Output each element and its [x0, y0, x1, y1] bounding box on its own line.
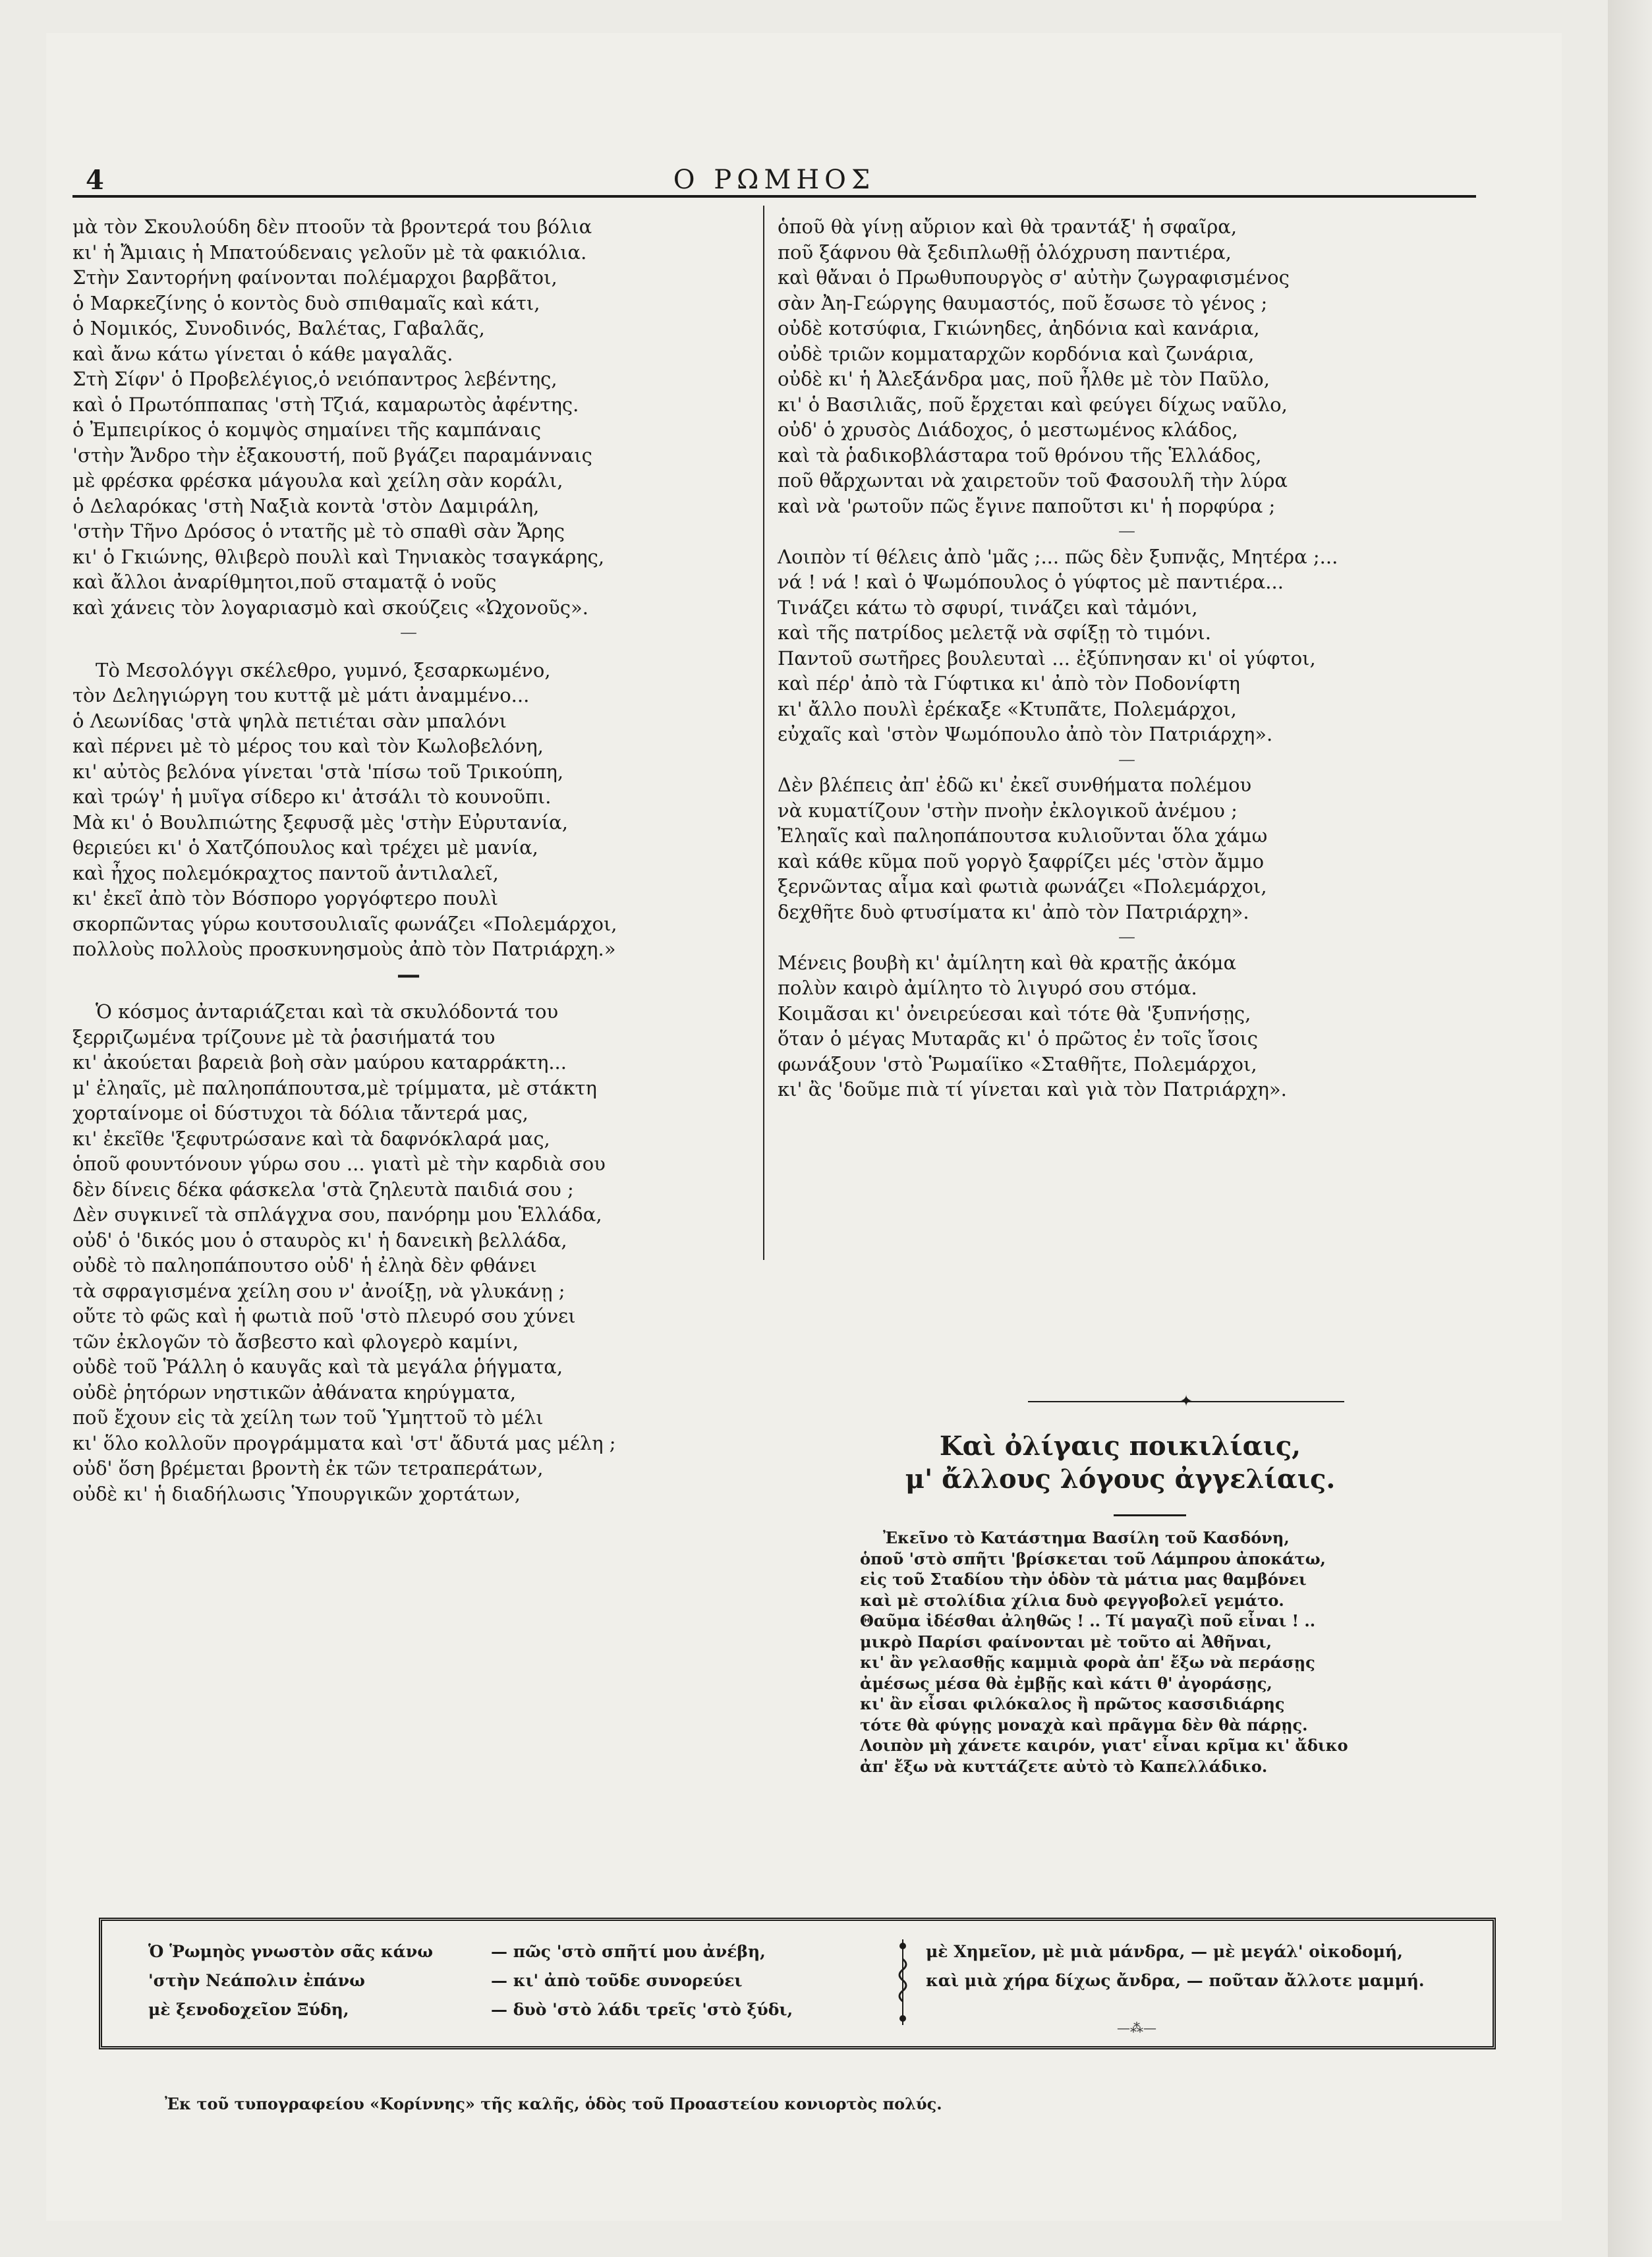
notice-text: — πῶς 'στὸ σπῆτί μου ἀνέβη,: [491, 1942, 766, 1961]
text-line: Παντοῦ σωτῆρες βουλευταὶ ... ἐξύπνησαν κι' οἱ γύφτοι,: [778, 646, 1316, 670]
advert-title-line: μ' ἄλλους λόγους ἀγγελίαις.: [905, 1464, 1336, 1495]
flourish-icon: —⁂—: [1117, 2020, 1156, 2036]
text-line: οὐδ' ὁ 'δικός μου ὁ σταυρὸς κι' ἡ δανεικὴ βελλάδα,: [72, 1228, 567, 1251]
text-line: μὲ φρέσκα φρέσκα μάγουλα καὶ χείλη σὰν κοράλι,: [72, 469, 563, 492]
advert-body: [860, 1528, 1440, 1777]
stanza-separator: —: [1118, 521, 1135, 541]
notice-text: 'στὴν Νεάπολιν ἐπάνω: [148, 1971, 365, 1990]
text-line: καὶ ἄλλοι ἀναρίθμητοι,ποῦ σταματᾷ ὁ νοῦς: [72, 571, 497, 593]
text-line: νὰ κυματίζουν 'στὴν πνοὴν ἐκλογικοῦ ἀνέμου ;: [778, 799, 1238, 822]
printer-imprint: Ἐκ τοῦ τυπογραφείου «Κορίννης» τῆς καλῆς, ὁδὸς τοῦ Προαστείου κονιορτὸς πολύς.: [165, 2094, 942, 2113]
notice-row: μὲ Χημεῖον, μὲ μιὰ μάνδρα, — μὲ μεγάλ' οἰκοδομή,: [926, 1942, 1403, 1961]
text-line: ὁποῦ φουντόνουν γύρω σου ... γιατὶ μὲ τὴν καρδιὰ σου: [72, 1153, 606, 1175]
text-line: ποῦ ξάφνου θὰ ξεδιπλωθῇ ὁλόχρυση παντιέρα,: [778, 241, 1232, 264]
text-line: θεριεύει κι' ὁ Χατζόπουλος καὶ τρέχει μὲ μανία,: [72, 836, 538, 859]
left-column: [72, 214, 745, 1506]
poem-stanza: [72, 658, 745, 962]
text-line: κι' ἂν γελασθῇς καμμιὰ φορὰ ἀπ' ἔξω νὰ περάσῃς: [860, 1653, 1315, 1672]
text-line: κι' ἐκεῖ ἀπὸ τὸν Βόσπορο γοργόφτερο πουλὶ: [72, 887, 499, 909]
text-line: κι' ὅλο κολλοῦν προγράμματα καὶ 'στ' ἄδυτά μας μέλη ;: [72, 1431, 616, 1454]
text-line: 'στὴν Τῆνο Δρόσος ὁ ντατῆς μὲ τὸ σπαθὶ σὰν Ἄρης: [72, 520, 565, 542]
text-line: οὐδὲ τὸ παληοπάπουτσο οὐδ' ἡ ἐληὰ δὲν φθάνει: [72, 1254, 537, 1276]
text-line: καὶ τὰ ῥαδικοβλάσταρα τοῦ θρόνου τῆς Ἑλλάδος,: [778, 443, 1262, 467]
text-line: ὁ Λεωνίδας 'στὰ ψηλὰ πετιέται σὰν μπαλόνι: [72, 709, 507, 732]
text-line: καὶ μὲ στολίδια χίλια δυὸ φεγγοβολεῖ γεμάτο.: [860, 1590, 1284, 1610]
text-line: Δὲν βλέπεις ἀπ' ἐδῶ κι' ἐκεῖ συνθήματα πολέμου: [778, 774, 1252, 796]
advert-title-rule: [1114, 1514, 1186, 1516]
poem-stanza: [778, 950, 1476, 1102]
text-line: φωνάξουν 'στὸ Ῥωμαίϊκο «Σταθῆτε, Πολεμάρχοι,: [778, 1052, 1257, 1075]
text-line: ὁ Μαρκεζίνης ὁ κοντὸς δυὸ σπιθαμαῖς καὶ κάτι,: [72, 291, 540, 314]
text-line: μ' ἐληαῖς, μὲ παληοπάπουτσα,μὲ τρίμματα, μὲ στάκτη: [72, 1076, 597, 1099]
text-line: Θαῦμα ἰδέσθαι ἀληθῶς ! .. Τί μαγαζὶ ποῦ εἶναι ! ..: [860, 1611, 1316, 1630]
notice-box: [99, 1918, 1496, 2049]
text-line: μὰ τὸν Σκουλούδη δὲν πτοοῦν τὰ βροντερά του βόλια: [72, 215, 592, 238]
text-line: ἀμέσως μέσα θὰ ἐμβῇς καὶ κάτι θ' ἀγοράσῃς,: [860, 1673, 1272, 1693]
text-line: Στὴν Σαντορήνη φαίνονται πολέμαρχοι βαρβᾶτοι,: [72, 266, 557, 289]
text-line: κι' ἄλλο πουλὶ ἐρέκαξε «Κτυπᾶτε, Πολεμάρχοι,: [778, 697, 1237, 720]
notice-row: [148, 1966, 840, 1995]
poem-stanza: [72, 999, 745, 1506]
notice-left: [148, 1937, 840, 2024]
text-line: οὐδὲ κοτσύφια, Γκιώνηδες, ἀηδόνια καὶ κανάρια,: [778, 317, 1260, 339]
notice-row: [148, 1937, 840, 1966]
text-line: καὶ τῆς πατρίδος μελετᾷ νὰ σφίξῃ τὸ τιμόνι.: [778, 621, 1211, 644]
page-number: 4: [86, 165, 104, 196]
text-line: Ἐληαῖς καὶ παληοπάπουτσα κυλιοῦνται ὅλα χάμω: [778, 824, 1268, 847]
text-line: καὶ ἄνω κάτω γίνεται ὁ κάθε μαγαλᾶς.: [72, 342, 453, 365]
text-line: ὁ Δελαρόκας 'στὴ Ναξιὰ κοντὰ 'στὸν Δαμιράλη,: [72, 494, 540, 517]
text-line: οὐδ' ὅση βρέμεται βροντὴ ἐκ τῶν τετραπεράτων,: [72, 1457, 544, 1479]
text-line: οὔτε τὸ φῶς καὶ ἡ φωτιὰ ποῦ 'στὸ πλευρό σου χύνει: [72, 1305, 576, 1327]
text-line: κι' αὐτὸς βελόνα γίνεται 'στὰ 'πίσω τοῦ Τρικούπη,: [72, 760, 564, 783]
poem-stanza: [778, 214, 1476, 519]
text-line: ποῦ θἄρχωνται νὰ χαιρετοῦν τοῦ Φασουλῆ τὴν λύρα: [778, 469, 1288, 492]
text-line: καὶ πέρ' ἀπὸ τὰ Γύφτικα κι' ἀπὸ τὸν Ποδονίφτη: [778, 672, 1240, 695]
text-line: δὲν δίνεις δέκα φάσκελα 'στὰ ζηλευτὰ παιδιά σου ;: [72, 1178, 574, 1201]
text-line: τὰ σφραγισμένα χείλη σου ν' ἀνοίξῃ, νὰ γλυκάνῃ ;: [72, 1279, 565, 1302]
text-line: Μένεις βουβὴ κι' ἀμίλητη καὶ θὰ κρατῇς ἀκόμα: [778, 951, 1237, 974]
text-line: οὐδὲ ῥητόρων νηστικῶν ἀθάνατα κηρύγματα,: [72, 1381, 517, 1404]
text-line: κι' ἂν εἶσαι φιλόκαλος ἢ πρῶτος κασσιδιάρης: [860, 1694, 1285, 1713]
text-line: ὁποῦ 'στὸ σπῆτι 'βρίσκεται τοῦ Λάμπρου ἀποκάτω,: [860, 1549, 1326, 1568]
text-line: εἰς τοῦ Σταδίου τὴν ὁδὸν τὰ μάτια μας θαμβόνει: [860, 1570, 1307, 1589]
ornament-vine-icon: [893, 1939, 913, 2025]
text-line: τῶν ἐκλογῶν τὸ ἄσβεστο καὶ φλογερὸ καμίνι,: [72, 1330, 519, 1353]
text-line: Ἐκεῖνο τὸ Κατάστημα Βασίλη τοῦ Κασδόνη,: [883, 1528, 1290, 1547]
text-line: ὁ Νομικός, Συνοδινός, Βαλέτας, Γαβαλᾶς,: [72, 317, 485, 339]
notice-right: [926, 1937, 1473, 1995]
notice-row: καὶ μιὰ χήρα δίχως ἄνδρα, — ποῦταν ἄλλοτε μαμμή.: [926, 1971, 1425, 1990]
masthead-title: Ο ΡΩΜΗΟΣ: [673, 165, 876, 195]
text-line: σκορπῶντας γύρω κουτσουλιαῖς φωνάζει «Πολεμάρχοι,: [72, 912, 617, 935]
vertical-ornament-icon: [893, 1939, 913, 2032]
text-line: ξερνῶντας αἷμα καὶ φωτιὰ φωνάζει «Πολεμάρχοι,: [778, 875, 1267, 898]
stanza-separator: —: [1118, 927, 1135, 947]
advert-title-line: Καὶ ὀλίγαις ποικιλίαις,: [939, 1431, 1301, 1462]
text-line: 'στὴν Ἄνδρο τὴν ἐξακουστή, ποῦ βγάζει παραμάνναις: [72, 443, 592, 467]
notice-text: Ὁ Ῥωμηὸς γνωστὸν σᾶς κάνω: [148, 1942, 434, 1961]
text-line: πολλοὺς πολλοὺς προσκυνησμοὺς ἀπὸ τὸν Πατριάρχη.»: [72, 938, 616, 960]
text-line: οὐδ' ὁ χρυσὸς Διάδοχος, ὁ μεστωμένος κλάδος,: [778, 418, 1238, 441]
notice-text: μὲ ξενοδοχεῖον Ξύδη,: [148, 2000, 349, 2019]
text-line: νά ! νά ! καὶ ὁ Ψωμόπουλος ὁ γύφτος μὲ παντιέρα...: [778, 571, 1284, 593]
poem-stanza: [778, 772, 1476, 925]
text-line: ὁποῦ θὰ γίνῃ αὔριον καὶ θὰ τραντάξ' ἡ σφαῖρα,: [778, 215, 1238, 238]
stanza-separator: —: [397, 960, 420, 988]
text-line: οὐδὲ κι' ἡ διαδήλωσις Ὑπουργικῶν χορτάτων,: [72, 1482, 521, 1505]
text-line: Δὲν συγκινεῖ τὰ σπλάγχνα σου, πανόρημ μου Ἑλλάδα,: [72, 1203, 602, 1226]
text-line: τότε θὰ φύγῃς μοναχὰ καὶ πρᾶγμα δὲν θὰ πάρῃς.: [860, 1715, 1308, 1734]
text-line: Τὸ Μεσολόγγι σκέλεθρο, γυμνό, ξεσαρκωμένο,: [96, 658, 551, 681]
text-line: Λοιπὸν τί θέλεις ἀπὸ 'μᾶς ;... πῶς δὲν ξυπνᾷς, Μητέρα ;...: [778, 545, 1338, 568]
page-edge: [1608, 0, 1652, 2257]
text-line: καὶ ἦχος πολεμόκραχτος παντοῦ ἀντιλαλεῖ,: [72, 861, 499, 884]
notice-text: — δυὸ 'στὸ λάδι τρεῖς 'στὸ ξύδι,: [491, 2000, 793, 2019]
notice-row: [148, 1995, 840, 2024]
text-line: οὐδὲ κι' ἡ Ἀλεξάνδρα μας, ποῦ ἦλθε μὲ τὸν Παῦλο,: [778, 368, 1270, 390]
text-line: κι' ἡ Ἄμιαις ἡ Μπατούδεναις γελοῦν μὲ τὰ φακιόλια.: [72, 241, 587, 264]
text-line: κι' ἐκεῖθε 'ξεφυτρώσανε καὶ τὰ δαφνόκλαρά μας,: [72, 1127, 550, 1150]
right-column: [778, 214, 1476, 1102]
text-line: καὶ πέρνει μὲ τὸ μέρος του καὶ τὸν Κωλοβελόνη,: [72, 735, 544, 757]
header-rule: [72, 195, 1476, 198]
text-line: καὶ νὰ 'ρωτοῦν πῶς ἔγινε παποῦτσι κι' ἡ πορφύρα ;: [778, 494, 1276, 517]
text-line: καὶ χάνεις τὸν λογαριασμὸ καὶ σκούζεις «Ὠχονοῦς».: [72, 596, 588, 619]
text-line: Τινάζει κάτω τὸ σφυρί, τινάζει καὶ τἀμόνι,: [778, 596, 1198, 619]
text-line: καὶ τρώγ' ἡ μυῖγα σίδερο κι' ἀτσάλι τὸ κουνοῦπι.: [72, 786, 552, 808]
stanza-separator: —: [1118, 749, 1135, 770]
poem-stanza: [72, 214, 745, 620]
stanza-separator: —: [400, 623, 417, 643]
text-line: ποῦ ἔχουν εἰς τὰ χείλη των τοῦ Ὑμηττοῦ τὸ μέλι: [72, 1406, 544, 1429]
text-line: μικρὸ Παρίσι φαίνονται μὲ τοῦτο αἱ Ἀθῆναι,: [860, 1632, 1272, 1651]
text-line: οὐδὲ τοῦ Ῥάλλη ὁ καυγᾶς καὶ τὰ μεγάλα ῥήγματα,: [72, 1356, 563, 1378]
text-line: κι' ὁ Βασιλιᾶς, ποῦ ἔρχεται καὶ φεύγει δίχως ναῦλο,: [778, 393, 1288, 416]
text-line: χορταίνομε οἱ δύστυχοι τὰ δόλια τἄντερά μας,: [72, 1102, 528, 1124]
text-line: πολὺν καιρὸ ἀμίλητο τὸ λιγυρό σου στόμα.: [778, 977, 1197, 999]
text-line: Ὁ κόσμος ἀνταριάζεται καὶ τὰ σκυλόδοντά του: [96, 1000, 559, 1023]
text-line: καὶ κάθε κῦμα ποῦ γοργὸ ξαφρίζει μές 'στὸν ἄμμο: [778, 849, 1265, 872]
text-line: καὶ ὁ Πρωτόππαπας 'στὴ Τζιά, καμαρωτὸς ἀφέντης.: [72, 393, 579, 416]
text-line: Στὴ Σίφν' ὁ Προβελέγιος,ὁ νειόπαντρος λεβέντης,: [72, 368, 557, 390]
text-line: οὐδὲ τριῶν κομματαρχῶν κορδόνια καὶ ζωνάρια,: [778, 342, 1255, 365]
text-line: κι' ὁ Γκιώνης, θλιβερὸ πουλὶ καὶ Τηνιακὸς τσαγκάρης,: [72, 545, 605, 568]
text-line: δεχθῆτε δυὸ φτυσίματα κι' ἀπὸ τὸν Πατριάρχη».: [778, 900, 1249, 923]
text-line: τὸν Δεληγιώργη του κυττᾷ μὲ μάτι ἀναμμένο...: [72, 684, 530, 706]
poem-stanza: [778, 544, 1476, 747]
column-divider: [763, 206, 764, 1260]
text-line: σὰν Ἀη-Γεώργης θαυμαστός, ποῦ ἔσωσε τὸ γένος ;: [778, 291, 1268, 314]
text-line: κι' ἀκούεται βαρειὰ βοὴ σὰν μαύρου καταρράκτη...: [72, 1051, 567, 1073]
notice-text: — κι' ἀπὸ τοῦδε συνορεύει: [491, 1971, 743, 1990]
text-line: καὶ θἄναι ὁ Πρωθυπουργὸς σ' αὐτὴν ζωγραφισμένος: [778, 266, 1290, 289]
text-line: Λοιπὸν μὴ χάνετε καιρόν, γιατ' εἶναι κρῖμα κι' ἄδικο: [860, 1736, 1348, 1755]
advert-title: [830, 1430, 1410, 1496]
text-line: Μὰ κι' ὁ Βουλπιώτης ξεφυσᾷ μὲς 'στὴν Εὐρυτανία,: [72, 811, 568, 834]
text-line: εὐχαῖς καὶ 'στὸν Ψωμόπουλο ἀπὸ τὸν Πατριάρχη».: [778, 723, 1273, 745]
text-line: ὅταν ὁ μέγας Μυταρᾶς κι' ὁ πρῶτος ἐν τοῖς ἴσοις: [778, 1027, 1258, 1050]
text-line: ὁ Ἐμπειρίκος ὁ κομψὸς σημαίνει τῆς καμπάναις: [72, 418, 542, 441]
ornament-star-icon: ✦: [1180, 1392, 1193, 1410]
text-line: κι' ἂς 'δοῦμε πιὰ τί γίνεται καὶ γιὰ τὸν Πατριάρχη».: [778, 1078, 1287, 1100]
text-line: ξερριζωμένα τρίζουνε μὲ τὰ ῥασιήματά του: [72, 1025, 496, 1048]
text-line: ἀπ' ἔξω νὰ κυττάζετε αὐτὸ τὸ Καπελλάδικο.: [860, 1756, 1268, 1776]
page-header: [72, 165, 1476, 204]
text-line: Κοιμᾶσαι κι' ὀνειρεύεσαι καὶ τότε θὰ 'ξυπνήσῃς,: [778, 1002, 1251, 1025]
